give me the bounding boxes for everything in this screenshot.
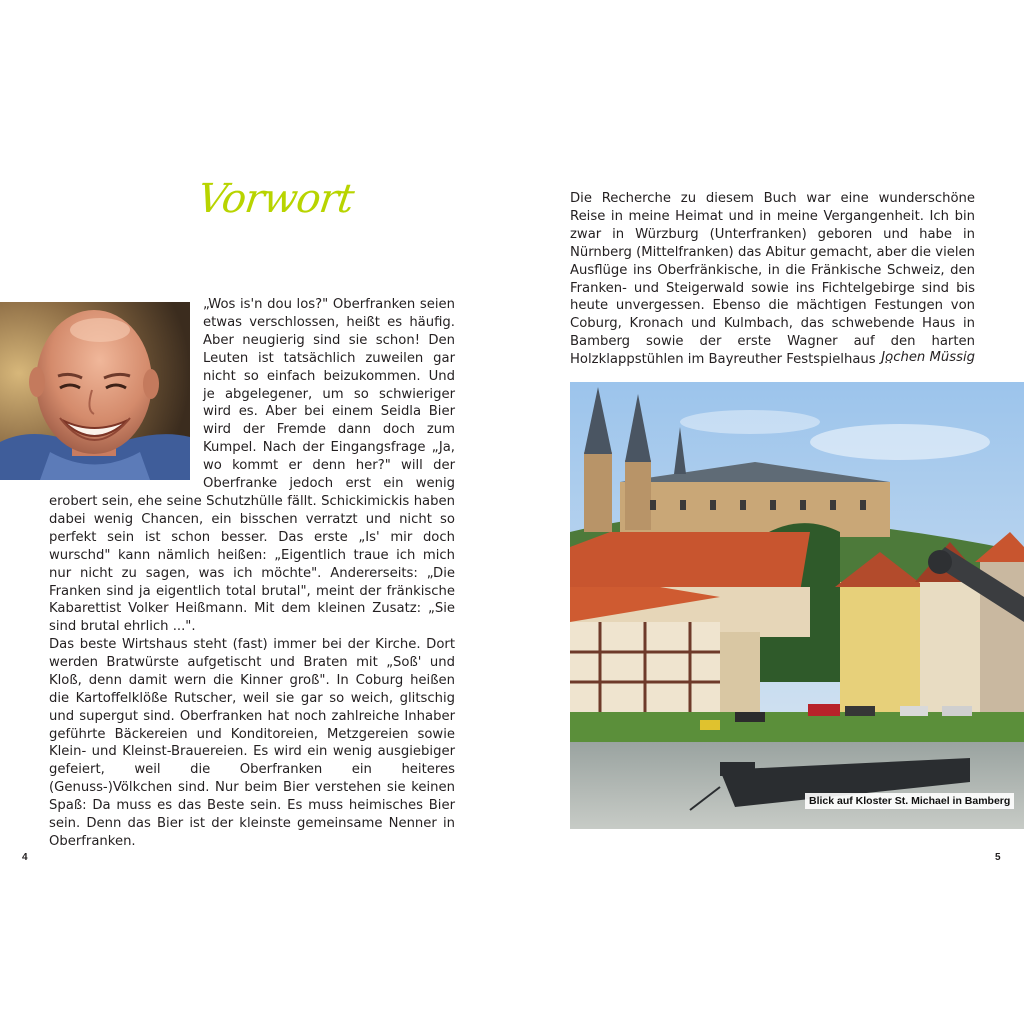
chapter-title: Vorwort — [194, 176, 357, 222]
intro-paragraph: „Wos is'n dou los?" Oberfranken seien etwas verschlossen, heißt es häufig. Aber neugierig sind sie schon! Den Leuten ist tatsächlich zuweilen gar nicht so einfach beizukommen. Und je abgelegener, um so schwieriger wird es. Aber bei einem Seidla Bier wird der Fremde dann doch zum Kumpel. Nach der Eingangsfrage „Ja, wo kommt er denn her?" will der Oberfranke jedoch erst ein wenig erobert sein, ehe seine Schutzhülle fällt. Schickimickis haben dabei wenig Chancen, ein bisschen verratzt und nicht so perfekt sein ist schon besser. Das erste „Is' mir doch wurschd" kann nämlich heißen: „Eigentlich traue ich mich nur nicht zu sagen, was ich möchte". Andererseits: „Die Franken sind ja eigentlich total brutal", meint der fränkische Kabarettist Volker Heißmann. Mit dem kleinen Zusatz: „Sie sind brutal ehrlich ...". — [49, 297, 455, 635]
bamberg-photo — [570, 382, 1024, 829]
portrait-spacer — [49, 296, 203, 482]
intro-text-block — [49, 296, 455, 636]
page-number-right: 5 — [995, 852, 1001, 863]
second-paragraph: Das beste Wirtshaus steht (fast) immer bei der Kirche. Dort werden Bratwürste aufgetischt und Braten mit „Soß' und Kloß, denn damit wern die Kinner groß". In Coburg heißen die Kartoffelklöße Rutscher, weil sie gar so weich, glitschig und supergut sind. Oberfranken hat noch zahlreiche Inhaber geführte Bäckereien und Konditoreien, Metzgereien sowie Klein- und Kleinst-Brauereien. Es wird ein wenig ausgiebiger gefeiert, weil die Oberfranken ein heiteres (Genuss-)Völkchen sind. Nur beim Bier verstehen sie keinen Spaß: Da muss es das Beste sein. Es muss heimisches Bier sein. Denn das Bier ist der kleinste gemeinsame Nenner in Oberfranken. — [49, 637, 455, 849]
right-page — [512, 0, 1024, 1024]
right-paragraph: Die Recherche zu diesem Buch war eine wunderschöne Reise in meine Heimat und in meine Vergangenheit. Ich bin zwar in Würzburg (Unterfranken) geboren und habe in Nürnberg (Mittelfranken) das Abitur gemacht, aber die vielen Ausflüge ins Oberfränkische, in die Fränkische Schweiz, den Franken- und Steigerwald sowie ins Fichtelgebirge sind bis heute unvergessen. Ebenso die mächtigen Festungen von Coburg, Kronach und Kulmbach, das schwebende Haus in Bamberg sowie der erste Wagner auf den harten Holzklappstühlen im Bayreuther Festspielhaus ... — [570, 191, 975, 368]
photo-caption: Blick auf Kloster St. Michael in Bamberg — [805, 793, 1014, 809]
page-number-left: 4 — [22, 852, 28, 863]
author-signature: Jochen Müssig — [881, 350, 975, 365]
